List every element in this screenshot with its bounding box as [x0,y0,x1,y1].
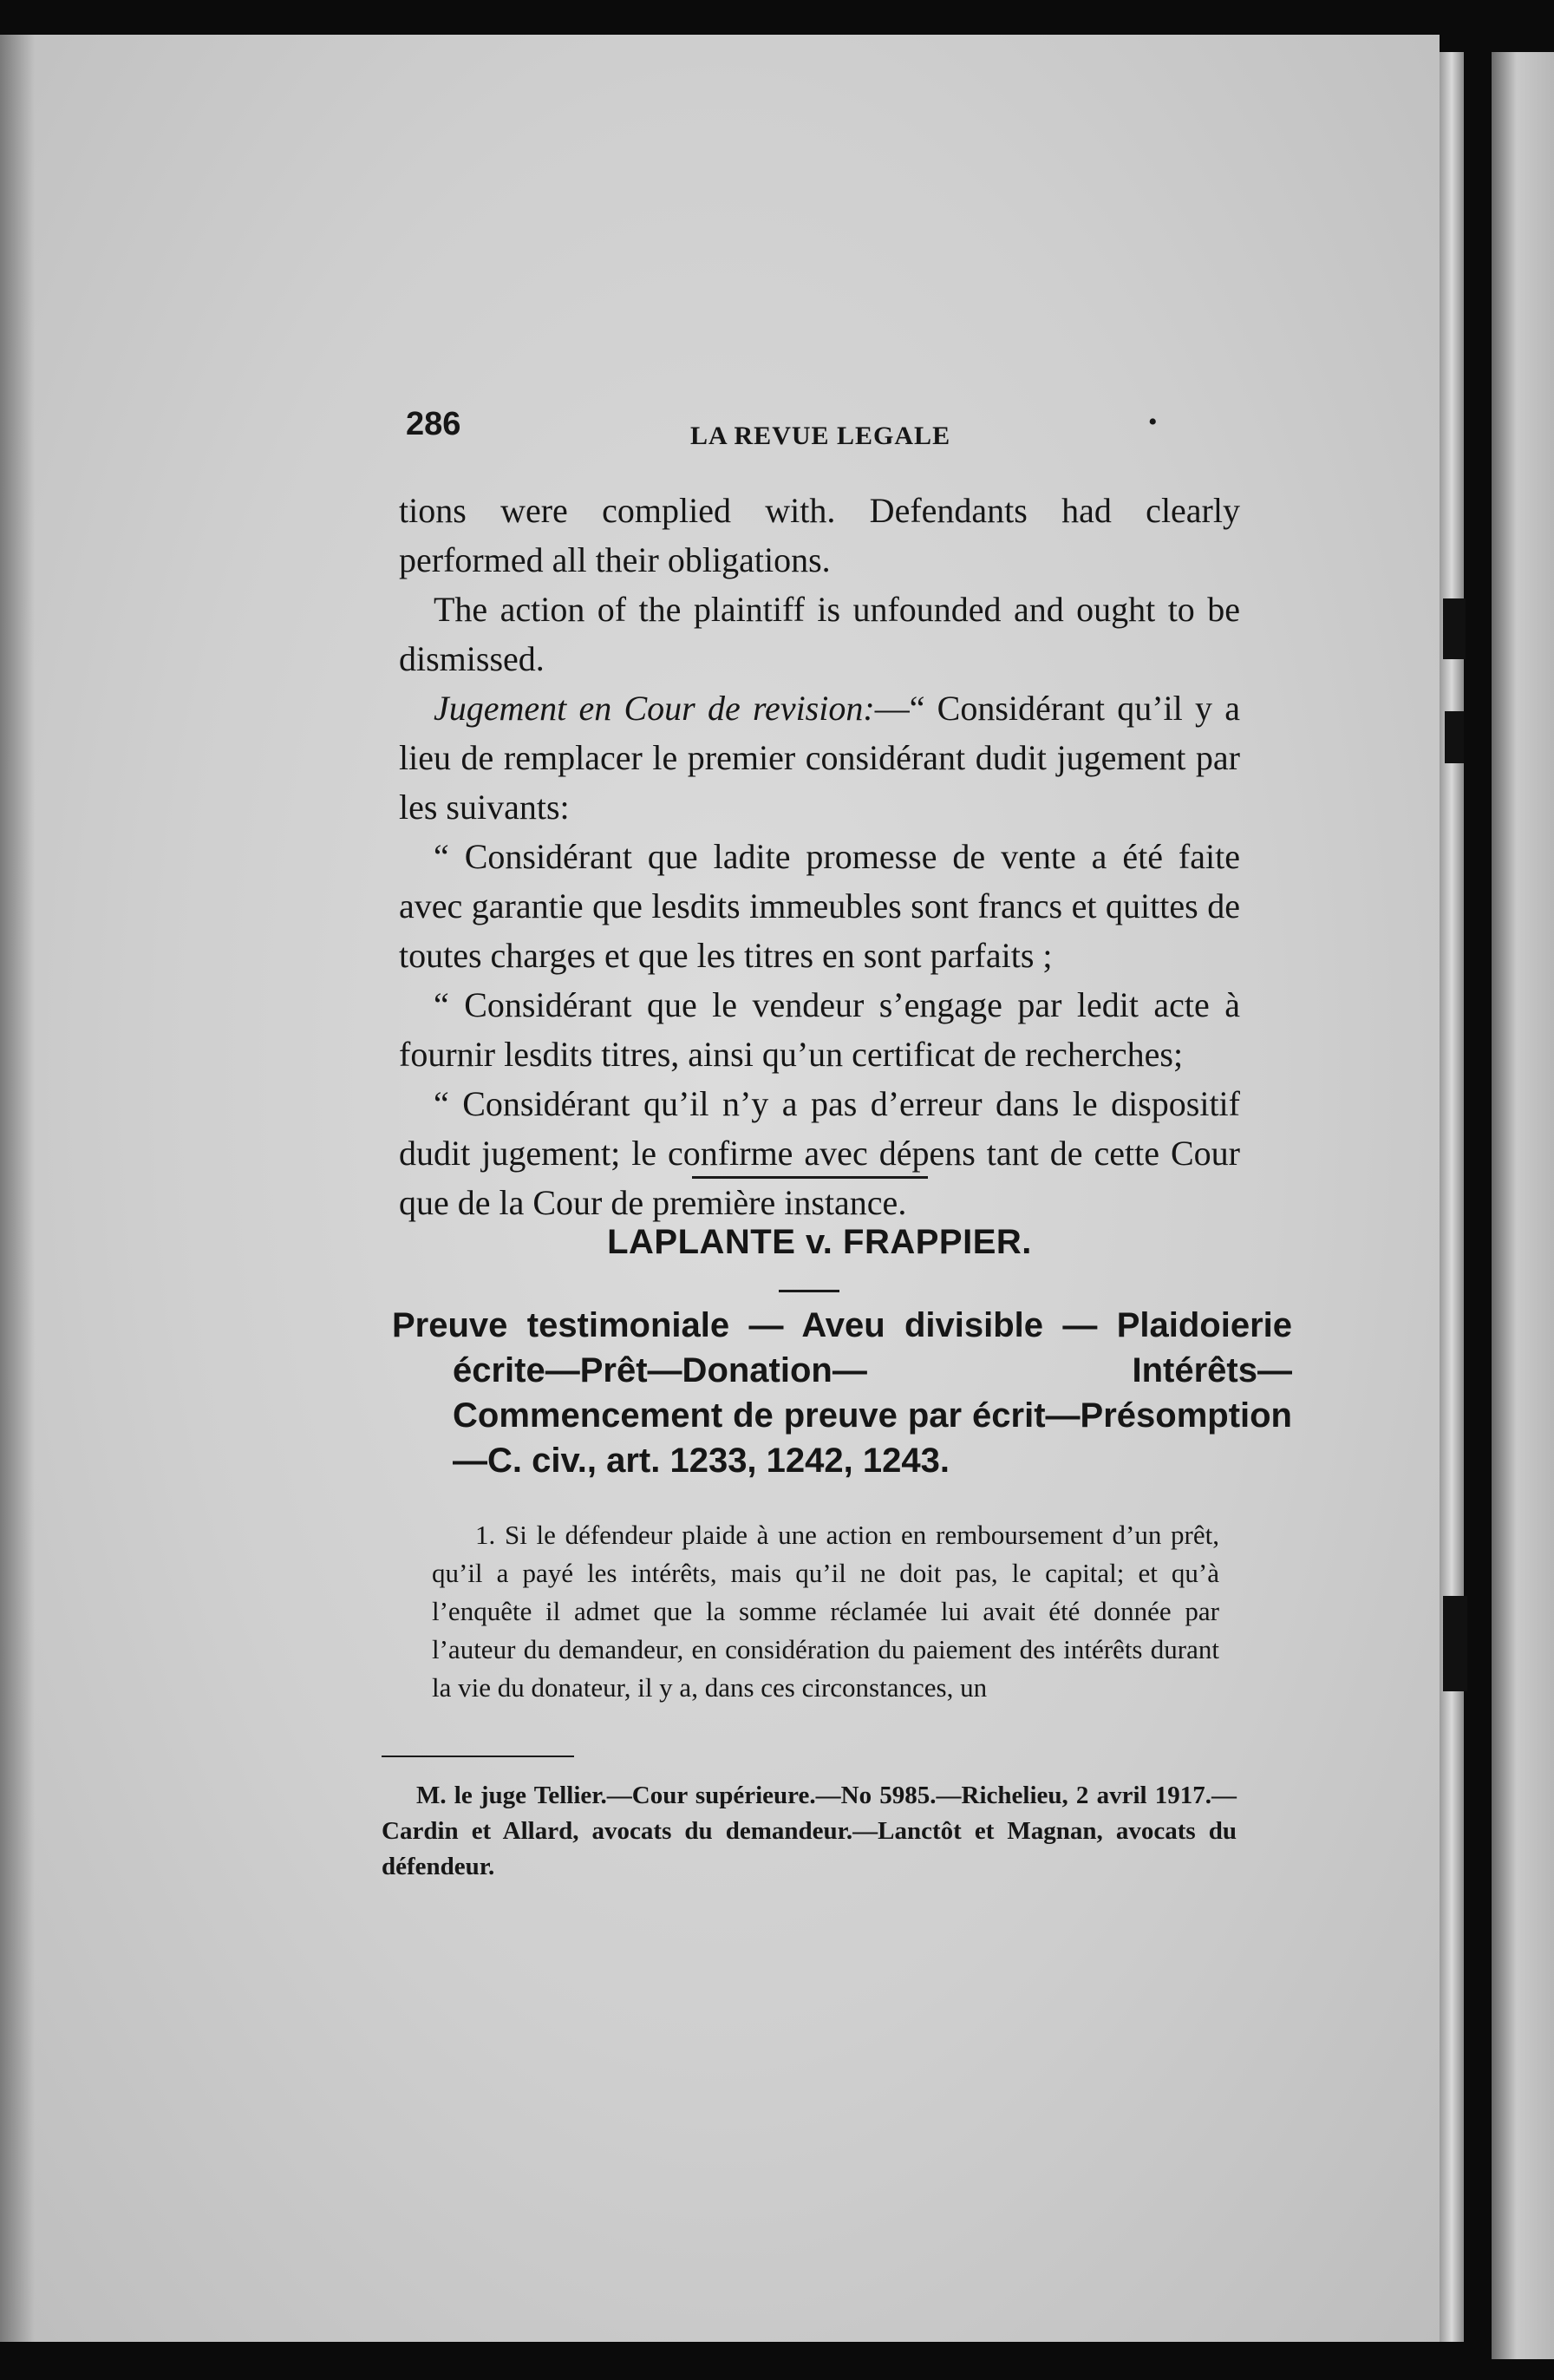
binding-edge [1492,52,1554,2359]
binding-tab-mark [1443,598,1466,659]
paragraph: “ Considérant qu’il n’y a pas d’erreur dans le dispositif dudit jugement; le confirme avec dépens tant de cette Cour que de la Cour de première instance. [399,1084,1240,1222]
page-number: 286 [406,406,461,442]
paragraph: “ Considérant que le vendeur s’engage par ledit acte à fournir lesdits titres, ainsi qu’un certificat de recherches; [399,985,1240,1074]
binding-tab-mark [1445,711,1464,763]
paragraph: tions were complied with. Defendants had clearly performed all their obligations. [399,491,1240,579]
printer-mark: • [1148,408,1158,436]
paragraph: The action of the plaintiff is unfounded and ought to be dismissed. [399,590,1240,678]
footnote-rule [382,1756,574,1757]
title-underline [779,1290,839,1292]
paragraph: “ Considérant que ladite promesse de vente a été faite avec garantie que lesdits immeubles sont francs et quittes de toutes charges et que les titres en sont parfaits ; [399,837,1240,975]
page-edge-right [1440,52,1464,2342]
paragraph-text: —“ Considérant qu’il y a lieu de remplacer le premier considérant dudit jugement par les suivants: [399,689,1241,827]
paragraph [399,683,1240,832]
section-divider [692,1176,928,1179]
body-text [399,486,1240,1227]
binding-tab-mark [1443,1596,1467,1691]
page-gutter-shadow [0,35,35,2342]
italic-lead: Jugement en Cour de revision: [434,689,875,728]
footnote: M. le juge Tellier.—Cour supérieure.—No 5985.—Richelieu, 2 avril 1917.—Cardin et Allard, avocats du demandeur.—Lanctôt et Magnan, avocats du défendeur. [382,1782,1237,1880]
case-title: LAPLANTE v. FRAPPIER. [607,1223,1032,1261]
case-summary: 1. Si le défendeur plaide à une action en remboursement d’un prêt, qu’il a payé les intérêts, mais qu’il ne doit pas, le capital; et qu’à l’enquête il admet que la somme réclamée lui avait été donnée par l’auteur du demandeur, en considération du paiement des intérêts durant la vie du donateur, il y a, dans ces circonstances, un [432,1520,1219,1703]
case-headnote: Preuve testimoniale — Aveu divisible — Plaidoierie écrite—Prêt—Donation— Intérêts— Commencement de preuve par écrit—Présomption—C. civ., art. 1233, 1242, 1243. [392,1306,1292,1480]
running-head: LA REVUE LEGALE [690,422,951,450]
